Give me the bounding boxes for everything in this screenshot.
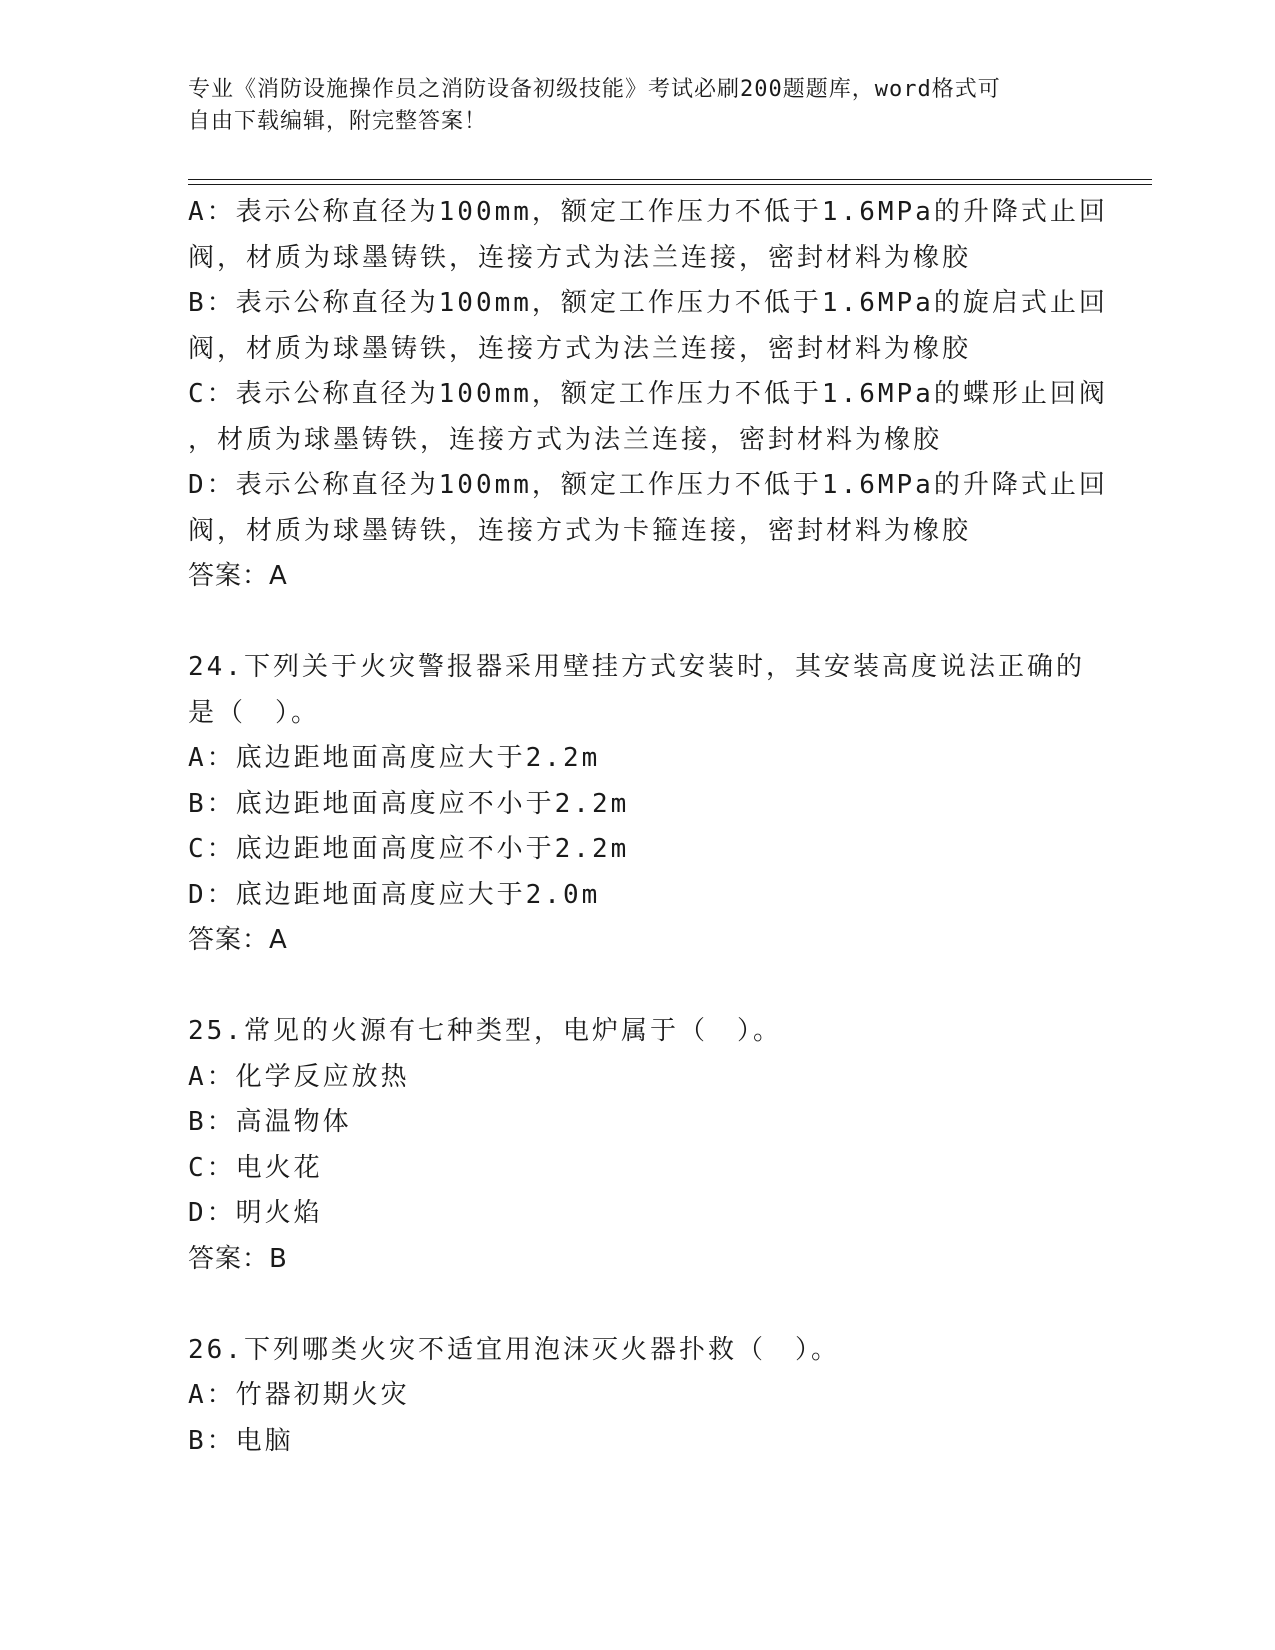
option-a: A：底边距地面高度应大于2.2m [188,743,601,773]
spacer [188,964,1128,1010]
option-d-line-1: D：表示公称直径为100mm，额定工作压力不低于1.6MPa的升降式止回 [188,470,1108,500]
option-a: A：竹器初期火灾 [188,1380,410,1410]
option-d: D：明火焰 [188,1198,323,1228]
option-b: B：底边距地面高度应不小于2.2m [188,788,630,819]
option-b-line-2: 阀，材质为球墨铸铁，连接方式为法兰连接，密封材料为橡胶 [188,333,972,364]
answer: 答案：B [188,1243,288,1274]
question-23-options [188,190,1128,600]
option-d: D：底边距地面高度应大于2.0m [188,879,601,910]
option-c: C：底边距地面高度应不小于2.2m [188,834,630,864]
option-a-line-1: A：表示公称直径为100mm，额定工作压力不低于1.6MPa的升降式止回 [188,197,1108,227]
question-stem: 25.常见的火源有七种类型，电炉属于（ ）。 [188,1016,782,1046]
question-26 [188,1328,1128,1465]
document-header [188,74,1088,138]
option-b-line-1: B：表示公称直径为100mm，额定工作压力不低于1.6MPa的旋启式止回 [188,288,1108,318]
option-b: B：高温物体 [188,1107,352,1137]
header-divider-top [188,179,1152,180]
question-stem: 26.下列哪类火灾不适宜用泡沫灭火器扑救（ ）。 [188,1334,840,1365]
answer: 答案：A [188,925,288,955]
header-title-line-1: 专业《消防设施操作员之消防设备初级技能》考试必刷200题题库，word格式可 [188,77,1001,102]
question-24 [188,645,1128,964]
question-stem-line-1: 24.下列关于火灾警报器采用壁挂方式安装时，其安装高度说法正确的 [188,652,1085,682]
question-list [188,190,1128,1464]
option-d-line-2: 阀，材质为球墨铸铁，连接方式为卡箍连接，密封材料为橡胶 [188,515,972,546]
option-a: A：化学反应放热 [188,1061,410,1092]
answer: 答案：A [188,561,288,591]
question-stem-line-2: 是（ ）。 [188,697,321,728]
option-a-line-2: 阀，材质为球墨铸铁，连接方式为法兰连接，密封材料为橡胶 [188,242,972,273]
option-b: B：电脑 [188,1425,294,1456]
spacer [188,1282,1128,1328]
option-c: C：电火花 [188,1152,323,1183]
option-c-line-2: ，材质为球墨铸铁，连接方式为法兰连接，密封材料为橡胶 [188,424,943,455]
option-c-line-1: C：表示公称直径为100mm，额定工作压力不低于1.6MPa的蝶形止回阀 [188,379,1108,409]
header-title-line-2: 自由下载编辑，附完整答案！ [188,109,488,134]
header-divider-bottom [188,184,1152,185]
question-25 [188,1009,1128,1282]
spacer [188,600,1128,646]
